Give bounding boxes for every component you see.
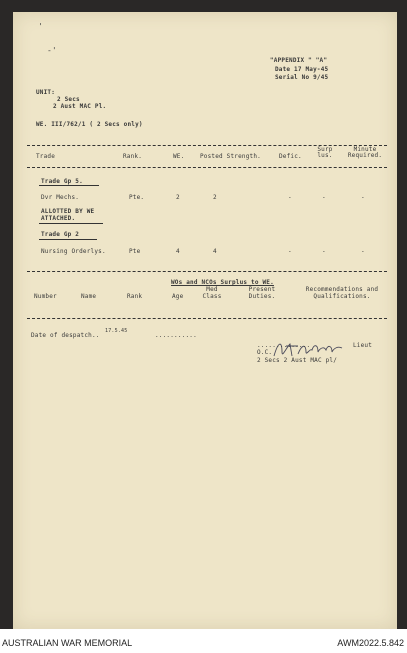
unit-line2: 2 Aust MAC Pl. — [53, 103, 107, 110]
col-rank2: Rank — [127, 293, 143, 300]
col-surplus: Surp lus. — [317, 146, 333, 159]
unit-line1: 2 Secs — [57, 96, 80, 103]
group-heading-allotted: ALLOTTED BY WE ATTACHED. — [41, 208, 95, 222]
col-age: Age — [172, 293, 184, 300]
col-recommendations: Recommendations and Qualifications. — [305, 286, 379, 300]
group-underline — [39, 185, 99, 186]
row2-surplus: - — [322, 248, 326, 255]
row2-posted: 4 — [213, 248, 217, 255]
row1-minute: - — [361, 194, 365, 201]
paper-mark: -' — [47, 46, 57, 55]
header-date: Date 17 May-45 — [275, 66, 329, 73]
header-serial: Serial No 9/45 — [275, 74, 329, 81]
col-name: Name — [81, 293, 97, 300]
table1-top-rule — [27, 145, 387, 146]
paper-mark: ' — [38, 22, 43, 31]
group-heading-trade-gp2: Trade Gp 2 — [41, 231, 80, 238]
row2-defic: - — [288, 248, 292, 255]
row1-trade: Dvr Mechs. — [41, 194, 80, 201]
row1-defic: - — [288, 194, 292, 201]
group-underline — [39, 223, 103, 224]
table1-bottom-rule — [27, 271, 387, 272]
row1-posted: 2 — [213, 194, 217, 201]
row2-rank: Pte — [129, 248, 141, 255]
despatch-dots: ........... — [155, 332, 197, 339]
col-number: Number — [34, 293, 57, 300]
col-trade: Trade — [36, 153, 56, 160]
row2-trade: Nursing Orderlys. — [41, 248, 106, 255]
table2-header-rule — [27, 318, 387, 319]
signature-dots: .............. — [257, 342, 311, 349]
table2-title: WOs and NCOs Surplus to WE. — [171, 279, 274, 286]
col-defic: Defic. — [279, 153, 302, 160]
despatch-date: 17.5.45 — [105, 328, 128, 334]
archive-footer — [0, 629, 407, 653]
signature-unit: 2 Secs 2 Aust MAC pl/ — [257, 357, 338, 364]
row1-we: 2 — [176, 194, 180, 201]
unit-label: UNIT: — [36, 89, 56, 96]
row1-rank: Pte. — [129, 194, 145, 201]
col-med-class: Med Class — [202, 286, 222, 300]
group-underline — [39, 239, 97, 240]
row1-surplus: - — [322, 194, 326, 201]
document-page — [13, 12, 397, 629]
footer-institution: AUSTRALIAN WAR MEMORIAL — [2, 638, 133, 648]
col-rank: Rank. — [123, 153, 143, 160]
signature-rank: Lieut — [353, 342, 373, 349]
group-heading-trade-gp5: Trade Gp 5. — [41, 178, 83, 185]
row2-minute: - — [361, 248, 365, 255]
we-reference: WE. III/762/1 ( 2 Secs only) — [36, 121, 143, 128]
table1-header-rule — [27, 167, 387, 168]
appendix-label: "APPENDIX " "A" — [270, 57, 328, 64]
col-present-duties: Present Duties. — [248, 286, 276, 300]
signature-title: O.C. — [257, 349, 273, 356]
col-we: WE. — [173, 153, 185, 160]
col-posted-strength: Posted Strength. — [200, 153, 261, 160]
row2-we: 4 — [176, 248, 180, 255]
footer-accession: AWM2022.5.842 — [337, 638, 404, 648]
despatch-label: Date of despatch.. — [31, 332, 100, 339]
col-minute-required: Minute Required. — [347, 146, 383, 159]
